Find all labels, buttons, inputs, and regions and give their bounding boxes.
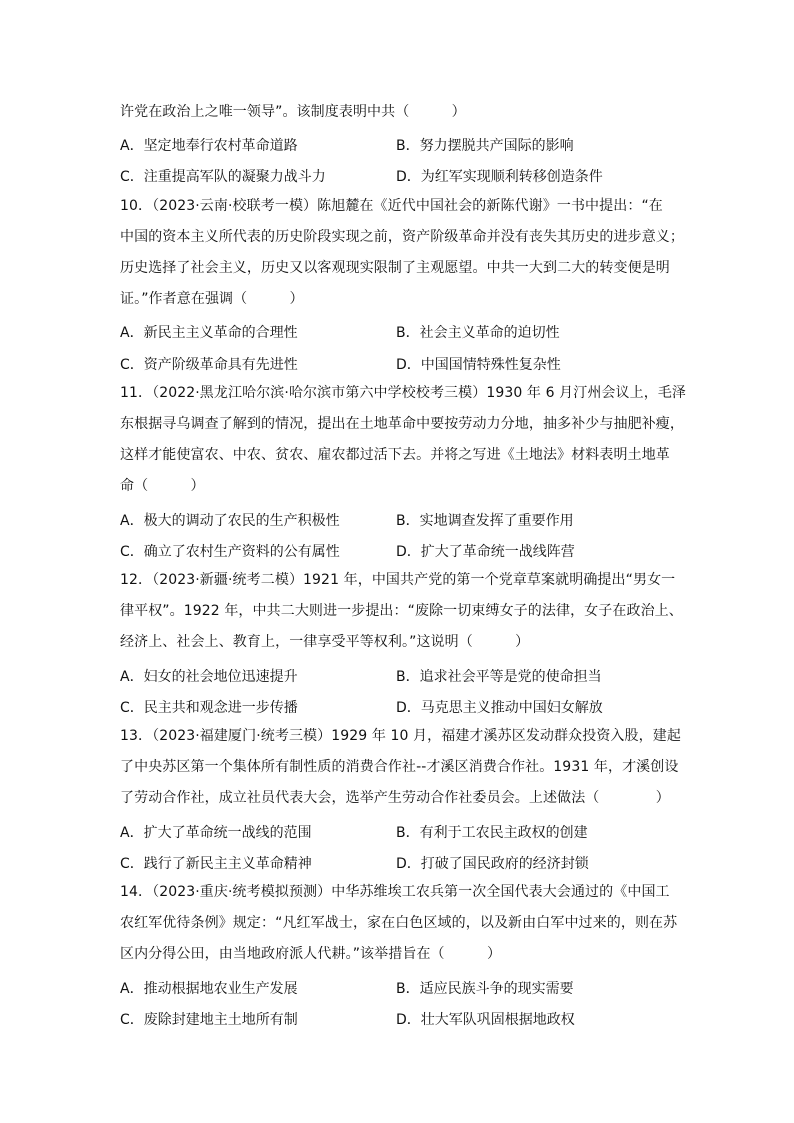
q14-stem-line: 区内分得公田，由当地政府派人代耕。”该举措旨在（ ） (120, 946, 502, 962)
q13-stem-line: 13．（2023·福建厦门·统考三模）1929 年 10 月，福建才溪苏区发动群众投资入股，建起 (120, 728, 681, 744)
q10-option-a: A．新民主主义革命的合理性 (120, 325, 298, 341)
q13-option-b: B．有利于工农民主政权的创建 (396, 825, 588, 841)
q12-option-b: B．追求社会平等是党的使命担当 (396, 669, 602, 685)
q13-option-c: C．践行了新民主主义革命精神 (120, 856, 312, 872)
q12-option-d: D．马克思主义推动中国妇女解放 (396, 700, 603, 716)
q13-option-d: D．打破了国民政府的经济封锁 (396, 856, 589, 872)
q13-option-a: A．扩大了革命统一战线的范围 (120, 825, 312, 841)
q10-stem-line: 中国的资本主义所代表的历史阶段实现之前，资产阶级革命并没有丧失其历史的进步意义； (120, 229, 684, 245)
q10-option-d: D．中国国情特殊性复杂性 (396, 357, 561, 373)
q12-stem-line: 经济上、社会上、教育上，一律享受平等权利。”这说明（ ） (120, 634, 530, 650)
q10-option-c: C．资产阶级革命具有先进性 (120, 357, 298, 373)
q11-stem-line: 这样才能使富农、中农、贫农、雇农都过活下去。并将之写进《土地法》材料表明土地革 (120, 447, 670, 463)
q12-option-a: A．妇女的社会地位迅速提升 (120, 669, 298, 685)
q14-option-d: D．壮大军队巩固根据地政权 (396, 1012, 575, 1028)
q11-stem-line: 东根据寻乌调查了解到的情况，提出在土地革命中要按劳动力分地，抽多补少与抽肥补瘦， (120, 416, 684, 432)
q14-stem-line: 农红军优待条例》规定：“凡红军战士，家在白色区域的，以及新由白军中过来的，则在苏 (120, 915, 678, 931)
q10-stem-line: 证。”作者意在强调（ ） (120, 291, 304, 307)
q14-option-b: B．适应民族斗争的现实需要 (396, 981, 574, 997)
q11-option-c: C．确立了农村生产资料的公有属性 (120, 544, 340, 560)
q13-stem-line: 了中央苏区第一个集体所有制性质的消费合作社--才溪区消费合作社。1931 年，才溪创设 (120, 759, 679, 775)
q11-option-a: A．极大的调动了农民的生产积极性 (120, 513, 340, 529)
q10-stem-line: 10．（2023·云南·校联考一模）陈旭麓在《近代中国社会的新陈代谢》一书中提出：“在 (120, 198, 663, 214)
q9-stem-tail: 许党在政治上之唯一领导”。该制度表明中共（ ） (120, 104, 466, 120)
q13-stem-line: 了劳动合作社，成立社员代表大会，选举产生劳动合作社委员会。上述做法（ ） (120, 790, 670, 806)
q14-option-c: C．废除封建地主土地所有制 (120, 1012, 298, 1028)
q12-option-c: C．民主共和观念进一步传播 (120, 700, 298, 716)
q9-option-a: A．坚定地奉行农村革命道路 (120, 138, 298, 154)
q11-option-d: D．扩大了革命统一战线阵营 (396, 544, 575, 560)
q11-stem-line: 命（ ） (120, 478, 205, 494)
q9-option-b: B．努力摆脱共产国际的影响 (396, 138, 574, 154)
q14-option-a: A．推动根据地农业生产发展 (120, 981, 298, 997)
q9-option-d: D．为红军实现顺利转移创造条件 (396, 169, 603, 185)
q12-stem-line: 律平权”。1922 年，中共二大则进一步提出：“废除一切束缚女子的法律，女子在政治上、 (120, 603, 683, 619)
q11-option-b: B．实地调查发挥了重要作用 (396, 513, 574, 529)
q9-option-c: C．注重提高军队的凝聚力战斗力 (120, 169, 326, 185)
q12-stem-line: 12．（2023·新疆·统考二模）1921 年，中国共产党的第一个党章草案就明确提出“男女一 (120, 572, 676, 588)
q10-option-b: B．社会主义革命的迫切性 (396, 325, 560, 341)
q14-stem-line: 14．（2023·重庆·统考模拟预测）中华苏维埃工农兵第一次全国代表大会通过的《中国工 (120, 884, 670, 900)
q11-stem-line: 11．（2022·黑龙江哈尔滨·哈尔滨市第六中学校校考三模）1930 年 6 月汀州会议上，毛泽 (120, 385, 687, 401)
q10-stem-line: 历史选择了社会主义，历史又以客观现实限制了主观愿望。中共一大到二大的转变便是明 (120, 260, 670, 276)
